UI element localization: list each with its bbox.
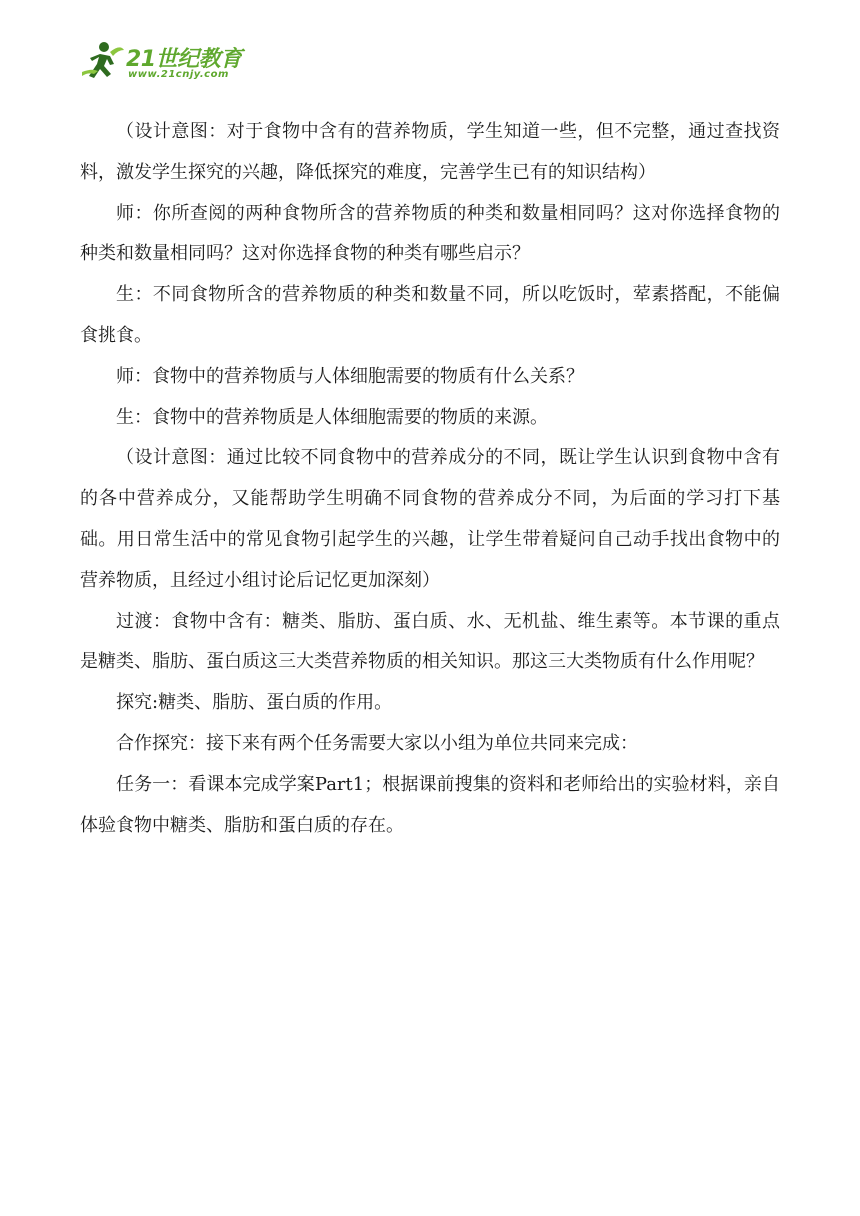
runner-icon — [80, 38, 126, 84]
paragraph-student-answer-1: 生：不同食物所含的营养物质的种类和数量不同，所以吃饭时，荤素搭配，不能偏食挑食。 — [80, 284, 780, 346]
paragraph-task-one: 任务一：看课本完成学案Part1；根据课前搜集的资料和老师给出的实验材料，亲自体验食物中糖类、脂肪和蛋白质的存在。 — [80, 773, 780, 836]
paragraph-inquiry: 探究:糖类、脂肪、蛋白质的作用。 — [116, 692, 393, 714]
logo — [80, 38, 260, 88]
logo-text: 21世纪教育 — [126, 47, 242, 72]
logo-subtext: www.21cnjy.com — [128, 69, 229, 80]
paragraph-student-answer-2: 生：食物中的营养物质是人体细胞需要的物质的来源。 — [116, 406, 548, 428]
document-body — [80, 112, 780, 846]
paragraph-teacher-question-1: 师：你所查阅的两种食物所含的营养物质的种类和数量相同吗？这对你选择食物的种类和数量相同吗？这对你选择食物的种类有哪些启示？ — [80, 202, 780, 265]
paragraph-teacher-question-2: 师：食物中的营养物质与人体细胞需要的物质有什么关系？ — [116, 365, 584, 387]
paragraph-design-intent-2: （设计意图：通过比较不同食物中的营养成分的不同，既让学生认识到食物中含有的各中营养成分，又能帮助学生明确不同食物的营养成分不同，为后面的学习打下基础。用日常生活中的常见食物引起学生的兴趣，让学生带着疑问自己动手找出食物中的营养物质，且经过小组讨论后记忆更加深刻） — [80, 447, 780, 591]
paragraph-design-intent-1: （设计意图：对于食物中含有的营养物质，学生知道一些，但不完整，通过查找资料，激发学生探究的兴趣，降低探究的难度，完善学生已有的知识结构） — [80, 121, 780, 183]
paragraph-transition: 过渡：食物中含有：糖类、脂肪、蛋白质、水、无机盐、维生素等。本节课的重点是糖类、脂肪、蛋白质这三大类营养物质的相关知识。那这三大类物质有什么作用呢？ — [80, 610, 780, 673]
paragraph-cooperative-inquiry: 合作探究：接下来有两个任务需要大家以小组为单位共同来完成： — [116, 732, 638, 754]
